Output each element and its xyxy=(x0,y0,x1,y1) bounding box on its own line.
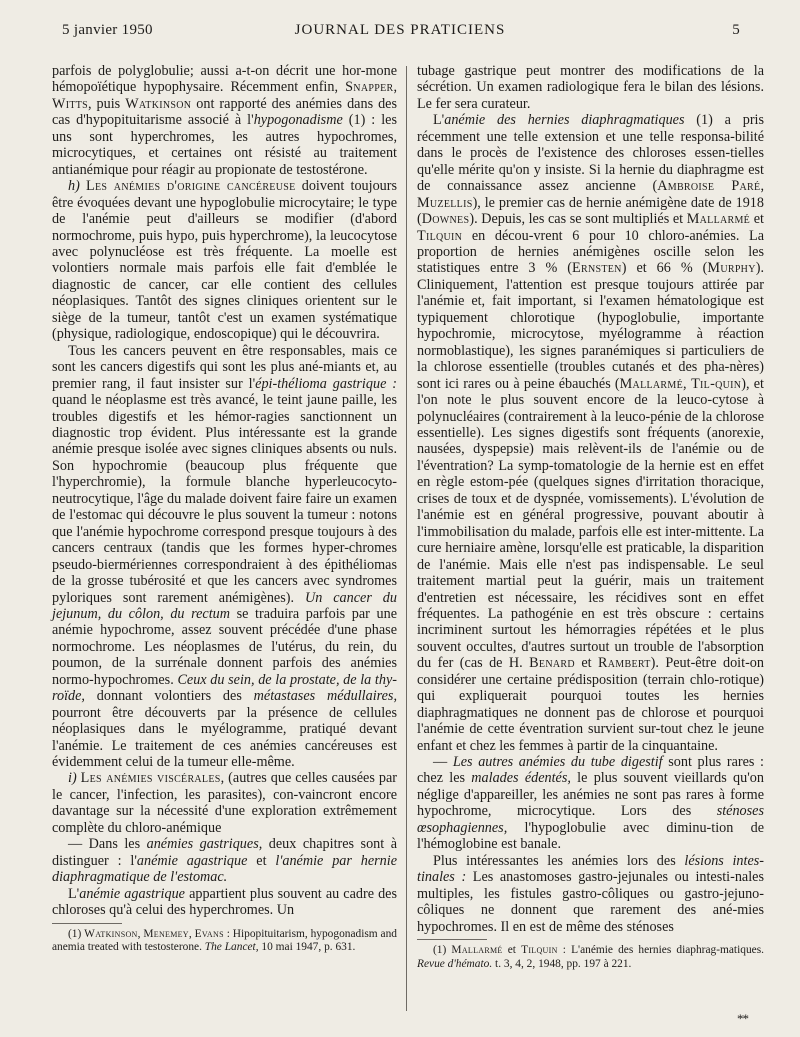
page-signature-mark: ** xyxy=(737,1011,748,1026)
footnote-right: (1) Mallarmé et Tilquin : L'anémie des hernies diaphrag-matiques. Revue d'hémato. t. 3, 4, 2, 1948, pp. 197 à 221. xyxy=(417,944,764,970)
paragraph-diaphragmatic-hernia: L'anémie des hernies diaphragmatiques (1) a pris récemment une telle extension et une telle responsa-bilité dans le procès de l'existence des chloroses essen-tielles qu'elle mérite qu'on y insiste. Si la hernie du diaphragme est de connaissance assez ancienne (Ambroise Paré, Muzellis), le premier cas de hernie anémigène date de 1918 (Downes). Depuis, les cas se sont multipliés et Mallarmé et Tilquin en décou-vrent 6 pour 10 chloro-anémies. La proportion de hernies anémigènes oscille selon les statistiques entre 3 % (Ernsten) et 66 % (Murphy). Cliniquement, l'attention est presque toujours attirée par l'anémie et, fait important, si l'examen hématologique est typiquement chlorotique (hypoglobulie, importante hypochromie, microcytose, myélogramme à réaction normoblastique), les signes paranémiques si particuliers de la chlorose essentielle (troubles cutanés et des pha-nères) sont ici rares ou à peine ébauchés (Mallarmé, Til-quin), et l'on note le plus souvent encore de la leuco-cytose à polynucléaires (contrairement à la leuco-pénie de la chlorose essentielle). Les signes digestifs sont fréquents (anorexie, nausées, dyspepsie) mais relèvent-ils de l'anémie ou de l'éventration? La symp-tomatologie de la hernie est en effet en règle estom-pée (quelques signes d'irritation thoracique, crises de toux et de dyspnée, vomissements). L'évolution de l'anémie est en général progressive, pouvant aboutir à l'immobilisation du malade, parfois elle est inter-mittente. La cure herniaire amène, lorsqu'elle est praticable, la disparition de l'anémie. Mais elle n'est pas indispensable. Le seul traitement martial peut la guérir, mais un traitement d'entretien est nécessaire, les récidives sont en effet fréquentes. La pathogénie en est très obscure : certains incriminent surtout les hémorragies répétées et le plus souvent occultes, d'autres surtout un trouble de l'absorption du fer (cas de H. Benard et Rambert). Peut-être doit-on considérer une certaine prédisposition (terrain chlo-rotique) qui expliquerait pourquoi toutes les hernies diaphragmatiques ne donnent pas de chlorose et pourquoi l'anémie de cette éventration survient sur-tout chez le jeune enfant et chez les femmes à partir de la cinquantaine. xyxy=(417,112,765,754)
paragraph-visceral-anemias: i) Les anémies viscérales, (autres que celles causées par le cancer, l'infection, les parasites), con-vaincront encore davantage sur la nécessité d'une exploration extrêmement complète du chloro-anémique xyxy=(52,770,397,836)
left-column xyxy=(52,63,397,955)
paragraph-gastric-anemias: — Dans les anémies gastriques, deux chapitres sont à distinguer : l'anémie agastrique et l'anémie par hernie diaphragmatique de l'estomac. xyxy=(52,836,397,886)
paragraph-digestive-cancers: Tous les cancers peuvent en être responsables, mais ce sont les cancers digestifs qui sont les plus ané-miants et, au premier rang, il faut insister sur l'épi-thélioma gastrique : quand le néoplasme est très avancé, le teint jaune paille, les troubles digestifs et les hémor-ragies sanctionnent un diagnostic trop évident. Plus intéressante est la grande anémie presque isolée avec signes cliniques absents ou nuls. Son hypochromie (beaucoup plus fréquente que l'hyperchromie), la formule blanche hyperleucocyto-neutrocytique, l'âge du malade doivent faire faire un examen de l'estomac qui découvre le plus souvent la tumeur : notons que l'anémie hypochrome correspond presque toujours à des cancers centraux (tandis que les formes hyper-chromes pseudo-biermériennes correspondraient à des épithéliomas de la grosse tubérosité et que les cancers avec syndromes pyloriques sont rarement anémigènes). Un cancer du jejunum, du côlon, du rectum se traduira parfois par une anémie hypochrome, assez souvent précédée d'une phase normochrome. Les néoplasmes de l'utérus, du rein, du poumon, de la surrénale donnent parfois des anémies normo-hypochromes. Ceux du sein, de la prostate, de la thy-roïde, donnant volontiers des métastases médullaires, pourront être découverts par la présence de cellules néoplasiques dans le myélogramme, pratiqué devant l'anémie. Le traitement de ces anémies cancéreuses est évidemment celui de la tumeur elle-même. xyxy=(52,342,398,771)
journal-title: JOURNAL DES PRATICIENS xyxy=(294,22,506,38)
paragraph-cancer-anemias: h) Les anémies d'origine cancéreuse doivent toujours être évoquées devant une hypoglobulie microcytaire; le type de l'anémie peut d'ailleurs se modifier (d'abord normochrome, puis hypo, puis hyperchrome), la leucocytose avec polynucléose est très fréquente. La moelle est volontiers normale mais parfois elle fait d'emblée le diagnostic de cancer, car elle contient des cellules néoplasiques. Tantôt des signes cliniques orientent sur le siège de la tumeur, tantôt c'est un examen systématique (physique, radiologique, endoscopique) qui le découvrira. xyxy=(52,178,398,343)
issue-date: 5 janvier 1950 xyxy=(62,22,153,38)
column-divider xyxy=(406,66,407,1011)
page-number: 5 xyxy=(732,22,740,38)
paragraph-hypophysis: parfois de polyglobulie; aussi a-t-on décrit une hor-mone hémopoïétique hypophysaire. Récemment enfin, Snapper, Witts, puis Watkinson ont rapporté des anémies dans des cas d'hypopituitarisme associé à l'hypogonadisme (1) : les uns sont hyperchromes, les autres hypochromes, microcytiques, et certaines ont résisté au traitement antianémique pour réagir au propionate de testostérone. xyxy=(52,63,397,178)
paragraph-other-digestive-anemias: — Les autres anémies du tube digestif sont plus rares : chez les malades édentés, le plus souvent vieillards qu'on néglige d'appareiller, les anémies ne sont pas rares à forme hypochrome, microcytique. Lors des sténoses œsophagiennes, l'hypoglobulie avec diminu-tion de l'hémoglobine est banale. xyxy=(417,754,765,853)
section-heading-cancer: Les anémies d'origine cancéreuse xyxy=(86,178,296,195)
footnote-rule xyxy=(52,923,122,924)
running-header xyxy=(52,22,748,46)
paragraph-gastric-tubage: tubage gastrique peut montrer des modifications de la sécrétion. Un examen radiologique fera le bilan des lésions. Le fer sera curateur. xyxy=(417,63,764,112)
paragraph-agastric-anemia: L'anémie agastrique appartient plus souvent au cadre des chloroses qu'à celui des hyperchromes. Un xyxy=(52,885,397,919)
paragraph-intestinal-lesions: Plus intéressantes les anémies lors des lésions intes-tinales : Les anastomoses gastro-jejunales ou intesti-nales multiples, les fistules gastro-côliques ou gastro-jejuno-côliques ne donnent que rarement des ané-mies hypochromes. Il en est de même des sténoses xyxy=(417,852,765,935)
footnote-rule xyxy=(417,939,487,940)
right-column xyxy=(417,63,764,971)
footnote-left: (1) Watkinson, Menemey, Evans : Hipopituitarism, hypogonadism and anemia treated with testosterone. The Lancet, 10 mai 1947, p. 631. xyxy=(52,927,397,954)
section-heading-visceral: Les anémies viscérales xyxy=(80,770,221,787)
